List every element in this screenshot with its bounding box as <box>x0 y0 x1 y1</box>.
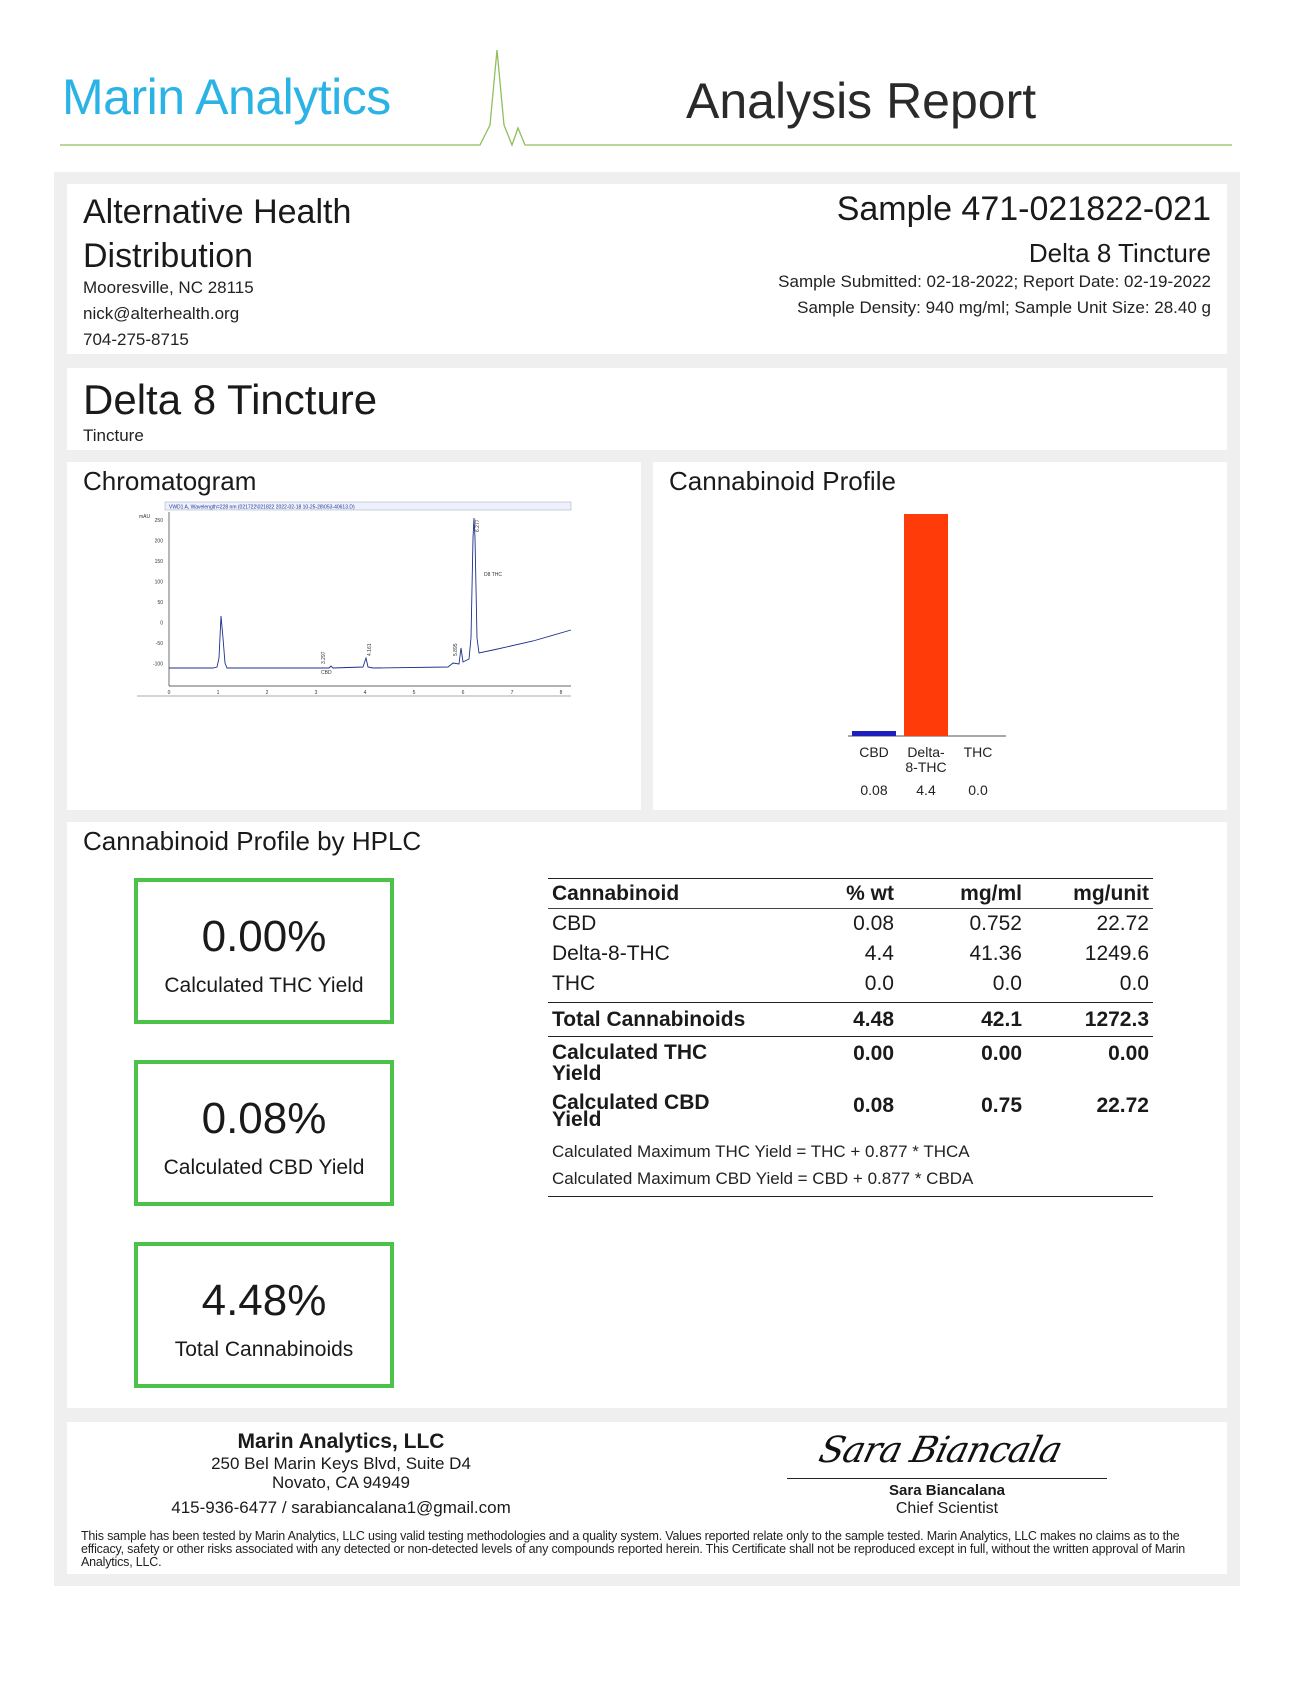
row-name: THC <box>552 972 596 995</box>
row-mgml: 41.36 <box>969 942 1022 965</box>
disclaimer: This sample has been tested by Marin Analytics, LLC using valid testing methodologies and a quality system. Values reported relate only to the sample tested. Marin Analytics, LLC makes no claims as to the efficacy, safety or other risks associated with any detected or non-detected levels of any compounds reported herein. This Certificate shall not be reproduced except in full, without the written approval of Marin Analytics, LLC. <box>81 1529 1186 1569</box>
product-panel <box>67 368 1227 450</box>
report-title: Analysis Report <box>686 73 1037 129</box>
col-header-wt: % wt <box>846 882 894 905</box>
table-row <box>548 972 1153 1002</box>
chromatogram-unit: mAU <box>139 514 151 520</box>
row-wt: 0.08 <box>853 912 894 935</box>
chrom-x-tick: 8 <box>559 690 563 696</box>
row-mgunit: 1249.6 <box>1084 942 1149 965</box>
cannabinoid-bar-chart <box>653 462 1227 810</box>
value-label: 4.4 <box>916 782 936 798</box>
peak-cbd-label: CBD <box>321 670 332 676</box>
chrom-x-tick: 3 <box>314 690 318 696</box>
bar-delta-8-thc <box>904 514 948 736</box>
table-row <box>548 942 1153 972</box>
table-thc-yield-row <box>548 1042 1153 1090</box>
cbd-yield-mgunit: 22.72 <box>1096 1094 1149 1117</box>
product-name: Delta 8 Tincture <box>83 376 378 423</box>
client-name <box>83 190 351 278</box>
category-label: CBD <box>859 744 889 760</box>
signer-name: Sara Biancalana <box>889 1482 1005 1499</box>
hplc-title: Cannabinoid Profile by HPLC <box>83 826 422 856</box>
cbd-formula-note: Calculated Maximum CBD Yield = CBD + 0.877 * CBDA <box>552 1169 974 1188</box>
peak-d8-label: D8 THC <box>484 572 502 578</box>
chromatogram-title: Chromatogram <box>83 466 257 496</box>
sample-product: Delta 8 Tincture <box>1028 238 1211 268</box>
thc-yield-value: 0.00% <box>201 912 327 961</box>
chrom-y-tick: 150 <box>154 559 163 565</box>
chromatogram-image <box>133 498 573 704</box>
peak-d8-rt: 6.277 <box>475 519 481 532</box>
cbd-yield-value: 0.08% <box>201 1094 327 1143</box>
product-type: Tincture <box>83 426 144 445</box>
cbd-yield-label: Calculated CBD Yield <box>163 1156 365 1179</box>
cbd-yield-mgml: 0.75 <box>981 1094 1022 1117</box>
signature: Sara Biancala <box>814 1430 1066 1471</box>
chromatogram-header-text: VWD1 A, Wavelength=228 nm (021722\021822 2022-02-18 10-25-28\053-40613.D) <box>169 504 355 511</box>
lab-address1: 250 Bel Marin Keys Blvd, Suite D4 <box>211 1454 471 1473</box>
chrom-x-tick: 1 <box>216 690 220 696</box>
total-mgml: 42.1 <box>981 1008 1022 1031</box>
chrom-y-tick: -100 <box>152 661 163 668</box>
peak-cbd-rt: 3.297 <box>321 651 327 664</box>
chrom-y-tick: 200 <box>154 538 163 545</box>
row-mgml: 0.0 <box>992 972 1022 995</box>
brand-logo: Marin Analytics <box>62 69 391 125</box>
chrom-x-tick: 2 <box>265 690 269 696</box>
client-phone: 704-275-8715 <box>83 330 189 349</box>
category-label: THC <box>963 744 993 760</box>
thc-yield-name: Calculated THC Yield <box>552 1041 708 1085</box>
signer-title: Chief Scientist <box>895 1500 999 1517</box>
thc-formula-note: Calculated Maximum THC Yield = THC + 0.877 * THCA <box>552 1142 970 1161</box>
col-header-mgunit: mg/unit <box>1073 882 1149 905</box>
footer-panel <box>67 1422 1227 1574</box>
client-city: Mooresville, NC 28115 <box>83 278 254 297</box>
client-email: nick@alterhealth.org <box>83 304 240 323</box>
lab-address2: Novato, CA 94949 <box>272 1473 410 1492</box>
client-panel <box>67 184 1227 354</box>
value-label: 0.08 <box>860 782 888 798</box>
chrom-x-tick: 6 <box>461 690 465 696</box>
thc-yield-mgunit: 0.00 <box>1108 1042 1149 1065</box>
col-header-cannabinoid: Cannabinoid <box>552 882 680 905</box>
sample-density: Sample Density: 940 mg/ml; Sample Unit Size: 28.40 g <box>797 298 1211 317</box>
chrom-x-tick: 4 <box>363 690 367 696</box>
peak-rt3: 5.895 <box>453 643 459 656</box>
total-name: Total Cannabinoids <box>552 1008 746 1031</box>
thc-yield-box <box>134 878 394 1024</box>
col-header-mgml: mg/ml <box>960 882 1022 905</box>
peak-rt2: 4.161 <box>367 643 373 656</box>
total-wt: 4.48 <box>853 1008 894 1031</box>
row-name: CBD <box>552 912 597 935</box>
total-cannabinoids-value: 4.48% <box>201 1276 327 1325</box>
row-mgunit: 0.0 <box>1119 972 1149 995</box>
chromatogram-panel <box>67 462 641 810</box>
client-name-line1: Alternative Health <box>83 193 352 231</box>
thc-yield-mgml: 0.00 <box>981 1042 1022 1065</box>
client-name-line2: Distribution <box>83 237 254 275</box>
row-wt: 4.4 <box>864 942 894 965</box>
chrom-y-tick: 0 <box>160 620 163 627</box>
chrom-y-tick: 100 <box>154 579 163 586</box>
table-row <box>548 912 1153 942</box>
row-name: Delta-8-THC <box>552 942 670 965</box>
category-label: Delta- <box>907 744 945 760</box>
category-label: 8-THC <box>905 759 947 775</box>
hplc-panel <box>67 822 1227 1408</box>
table-total-row <box>548 1008 1153 1038</box>
cannabinoid-profile-panel <box>653 462 1227 810</box>
total-cannabinoids-label: Total Cannabinoids <box>174 1338 354 1361</box>
row-mgml: 0.752 <box>969 912 1022 935</box>
row-wt: 0.0 <box>864 972 894 995</box>
chrom-y-tick: 250 <box>154 518 163 524</box>
cbd-yield-wt: 0.08 <box>853 1094 894 1117</box>
chrom-x-tick: 5 <box>412 690 416 696</box>
chrom-y-tick: 50 <box>157 600 163 606</box>
lab-contact: 415-936-6477 / sarabiancalana1@gmail.com <box>171 1498 511 1517</box>
lab-company: Marin Analytics, LLC <box>237 1430 445 1453</box>
thc-yield-wt: 0.00 <box>853 1042 894 1065</box>
profile-title: Cannabinoid Profile <box>669 466 896 496</box>
hplc-table <box>548 878 1153 1188</box>
value-label: 0.0 <box>968 782 988 798</box>
sample-dates: Sample Submitted: 02-18-2022; Report Date: 02-19-2022 <box>778 272 1211 291</box>
sample-id: Sample 471-021822-021 <box>836 190 1211 228</box>
row-mgunit: 22.72 <box>1096 912 1149 935</box>
cbd-yield-name: Calculated CBD Yield <box>552 1091 710 1131</box>
thc-yield-label: Calculated THC Yield <box>164 974 364 997</box>
cbd-yield-box <box>134 1060 394 1206</box>
total-mgunit: 1272.3 <box>1084 1008 1149 1031</box>
chrom-x-tick: 7 <box>510 690 514 696</box>
total-cannabinoids-box <box>134 1242 394 1388</box>
table-cbd-yield-row <box>548 1091 1153 1138</box>
chrom-x-tick: 0 <box>167 690 171 696</box>
bar-cbd <box>852 731 896 736</box>
chrom-y-tick: -50 <box>155 641 163 647</box>
